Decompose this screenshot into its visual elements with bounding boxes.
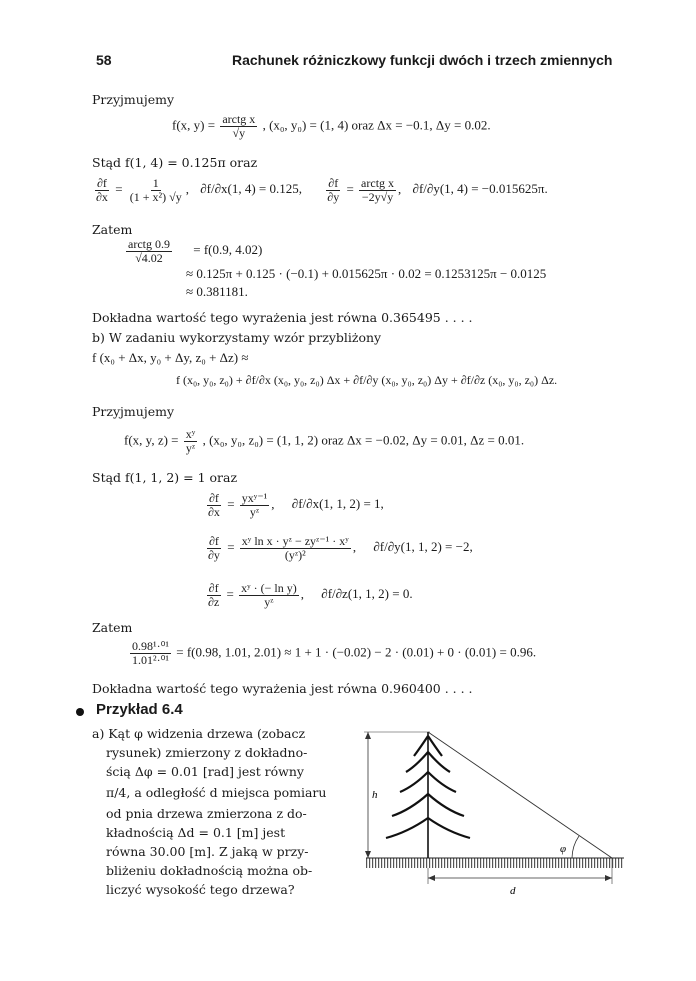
formula-b-1: f (x₀ + Δx, y₀ + Δy, z₀ + Δz) ≈ <box>92 350 249 365</box>
d-fy-den: ∂y <box>327 190 340 204</box>
fx-b-at: ∂f/∂x(1, 1, 2) = 1, <box>291 496 384 512</box>
zatem-b: Zatem <box>92 620 133 635</box>
fx-den: (1 + x²) √y <box>129 190 182 204</box>
distance-arrow-right-icon <box>605 875 612 881</box>
d-fx-num: ∂f <box>97 176 107 190</box>
eq-fx-b: = <box>227 496 235 512</box>
d-fx-b-symbol <box>206 492 222 519</box>
partial-derivatives-a: $\frac{\partial f}{\partial x}$ = $\frac{1}{\text{(1 + x²) √y}}$ , ∂f/∂x(1, 4) = 0.125, $\frac{\partial f}{\partial y}$ = $\frac{\text{arctg x}}{-2y√y}$ , ∂f/∂y(1, 4) = −0.015625π. <box>96 176 548 204</box>
zatem-a: Zatem <box>92 222 133 237</box>
fx-b-den: yᶻ <box>249 505 260 519</box>
def-b-num: xʸ <box>185 427 196 441</box>
label-h: h <box>372 789 378 801</box>
exact-b: Dokładna wartość tego wyrażenia jest równa 0.960400 . . . . <box>92 681 473 696</box>
equals-sign-2: = <box>346 181 354 197</box>
tree-figure <box>360 720 630 900</box>
exact-a: Dokładna wartość tego wyrażenia jest równa 0.365495 . . . . <box>92 310 473 325</box>
fy-at-point: ∂f/∂y(1, 4) = −0.015625π. <box>412 181 548 197</box>
example-line-1: a) Kąt φ widzenia drzewa (zobacz <box>92 726 306 741</box>
fx-at-point: ∂f/∂x(1, 4) = 0.125, <box>200 181 303 197</box>
d-fz-b-num: ∂f <box>208 581 219 595</box>
fx-num: 1 <box>152 176 159 190</box>
example-line-9: liczyć wysokość tego drzewa? <box>106 882 295 897</box>
fx-b-fraction <box>240 492 270 519</box>
example-line-5: od pnia drzewa zmierzona z do- <box>106 806 307 821</box>
intro-b: b) W zadaniu wykorzystamy wzór przybliżony <box>92 330 382 345</box>
example-line-3: ścią Δφ = 0.01 [rad] jest równy <box>106 764 304 779</box>
example-line-4: π/4, a odległość d miejsca pomiaru <box>106 785 327 800</box>
stad-b: Stąd f(1, 1, 2) = 1 oraz <box>92 470 238 485</box>
label-phi: φ <box>560 843 567 855</box>
def-f-b <box>124 428 524 455</box>
fy-b-num: xʸ ln x · yᶻ − zyᶻ⁻¹ · xʸ <box>241 534 349 548</box>
d-fy-symbol <box>325 177 341 204</box>
def-rest: , (x₀, y₀) = (1, 4) oraz Δx = −0.1, Δy = 0.02. <box>262 117 491 133</box>
eq-fz-b: = <box>226 586 234 602</box>
fy-b-den: (yᶻ)² <box>284 548 306 562</box>
def-b-lhs: f(x, y, z) = <box>124 432 179 448</box>
example-line-7: równa 30.00 [m]. Z jaką w przy- <box>106 844 309 859</box>
equals-sign: = <box>115 181 123 197</box>
d-fy-b-den: ∂y <box>208 548 220 562</box>
def-fraction <box>220 113 257 140</box>
fz-b-den: yᶻ <box>264 595 274 609</box>
sight-line <box>428 732 612 858</box>
d-fy-b-symbol <box>206 535 222 562</box>
approx-num: arctg 0.9 <box>128 237 170 251</box>
fz-b-num: xʸ · (− ln y) <box>241 581 297 595</box>
d-fx-symbol <box>94 177 110 204</box>
fx-b-num: yxʸ⁻¹ <box>241 491 268 505</box>
eq-fy-b: = <box>227 539 235 555</box>
fx-fraction <box>128 177 184 204</box>
fx-b: $\frac{\partial f}{\partial x}$ = $\frac{\text{yxʸ⁻¹}}{\text{yᶻ}}$ , ∂f/∂x(1, 1, 2) = 1, <box>208 491 384 519</box>
approx-b-rest: = f(0.98, 1.01, 2.01) ≈ 1 + 1 · (−0.02) − 2 · (0.01) + 0 · (0.01) = 0.96. <box>176 644 537 660</box>
przyjmujemy-b: Przyjmujemy <box>92 404 175 419</box>
angle-arc <box>572 836 579 858</box>
d-fy-b-num: ∂f <box>209 534 219 548</box>
approx-den: √4.02 <box>135 251 163 265</box>
fy-num: arctg x <box>361 176 395 190</box>
example-title: Przykład 6.4 <box>96 701 183 718</box>
page-number: 58 <box>96 52 112 68</box>
intro-przyjmujemy: Przyjmujemy <box>92 92 175 107</box>
d-fx-den: ∂x <box>96 190 108 204</box>
formula-b-2: f (x₀, y₀, z₀) + ∂f/∂x (x₀, y₀, z₀) Δx + ∂f/∂y (x₀, y₀, z₀) Δy + ∂f/∂z (x₀, y₀, z₀) Δz. <box>176 373 558 387</box>
fz-b: $\frac{\partial f}{\partial z}$ = $\frac{\text{xʸ · (− ln y)}}{\text{yᶻ}}$ , ∂f/∂z(1, 1, 2) = 0. <box>208 581 413 609</box>
example-line-2: rysunek) zmierzony z dokładno- <box>106 745 308 760</box>
label-d: d <box>510 885 516 897</box>
approx-line-2: ≈ 0.125π + 0.125 · (−0.1) + 0.015625π · 0.02 = 0.1253125π − 0.0125 <box>186 266 547 281</box>
fz-b-at: ∂f/∂z(1, 1, 2) = 0. <box>321 586 413 602</box>
def-numerator: arctg x <box>222 112 256 126</box>
bullet-icon <box>76 708 84 716</box>
distance-arrow-left-icon <box>428 875 435 881</box>
approx-line-1: = f(0.9, 4.02) <box>193 242 263 258</box>
approx-b-fraction <box>130 640 171 667</box>
def-b-fraction <box>184 428 198 455</box>
approx-a <box>124 238 262 265</box>
def-b-rest: , (x₀, y₀, z₀) = (1, 1, 2) oraz Δx = −0.02, Δy = 0.01, Δz = 0.01. <box>202 432 525 448</box>
def-lhs: f(x, y) = <box>172 117 216 133</box>
approx-b <box>128 640 536 667</box>
d-fy-num: ∂f <box>328 176 339 190</box>
approx-fraction <box>126 238 172 265</box>
height-arrow-bottom-icon <box>365 851 371 858</box>
approx-b-den: 1.01²·⁰¹ <box>132 653 170 667</box>
height-arrow-top-icon <box>365 732 371 739</box>
def-b-den: yᶻ <box>185 441 196 455</box>
d-fx-b-den: ∂x <box>208 505 220 519</box>
fz-b-fraction <box>239 582 299 609</box>
fy-b: $\frac{\partial f}{\partial y}$ = $\frac{\text{xʸ ln x · yᶻ − zyᶻ⁻¹ · xʸ}}{\text{(yᶻ)²}}$ , ∂f/∂y(1, 1, 2) = −2, <box>208 534 473 562</box>
approx-b-num: 0.98¹·⁰¹ <box>132 639 170 653</box>
d-fx-b-num: ∂f <box>209 491 219 505</box>
d-fz-b-symbol <box>206 582 221 609</box>
d-fz-b-den: ∂z <box>208 595 220 609</box>
fy-den: −2y√y <box>361 190 394 204</box>
def-denominator: √y <box>232 126 246 140</box>
running-title: Rachunek różniczkowy funkcji dwóch i trzech zmiennych <box>232 52 613 68</box>
example-line-6: kładnością Δd = 0.1 [m] jest <box>106 825 286 840</box>
example-line-8: bliżeniu dokładnością można ob- <box>106 863 313 878</box>
fy-fraction <box>359 177 396 204</box>
ground <box>366 858 624 868</box>
stad-line: Stąd f(1, 4) = 0.125π oraz <box>92 155 258 170</box>
fy-b-fraction <box>240 535 351 562</box>
approx-line-3: ≈ 0.381181. <box>186 284 248 299</box>
def-f-a <box>172 113 491 140</box>
fy-b-at: ∂f/∂y(1, 1, 2) = −2, <box>373 539 473 555</box>
